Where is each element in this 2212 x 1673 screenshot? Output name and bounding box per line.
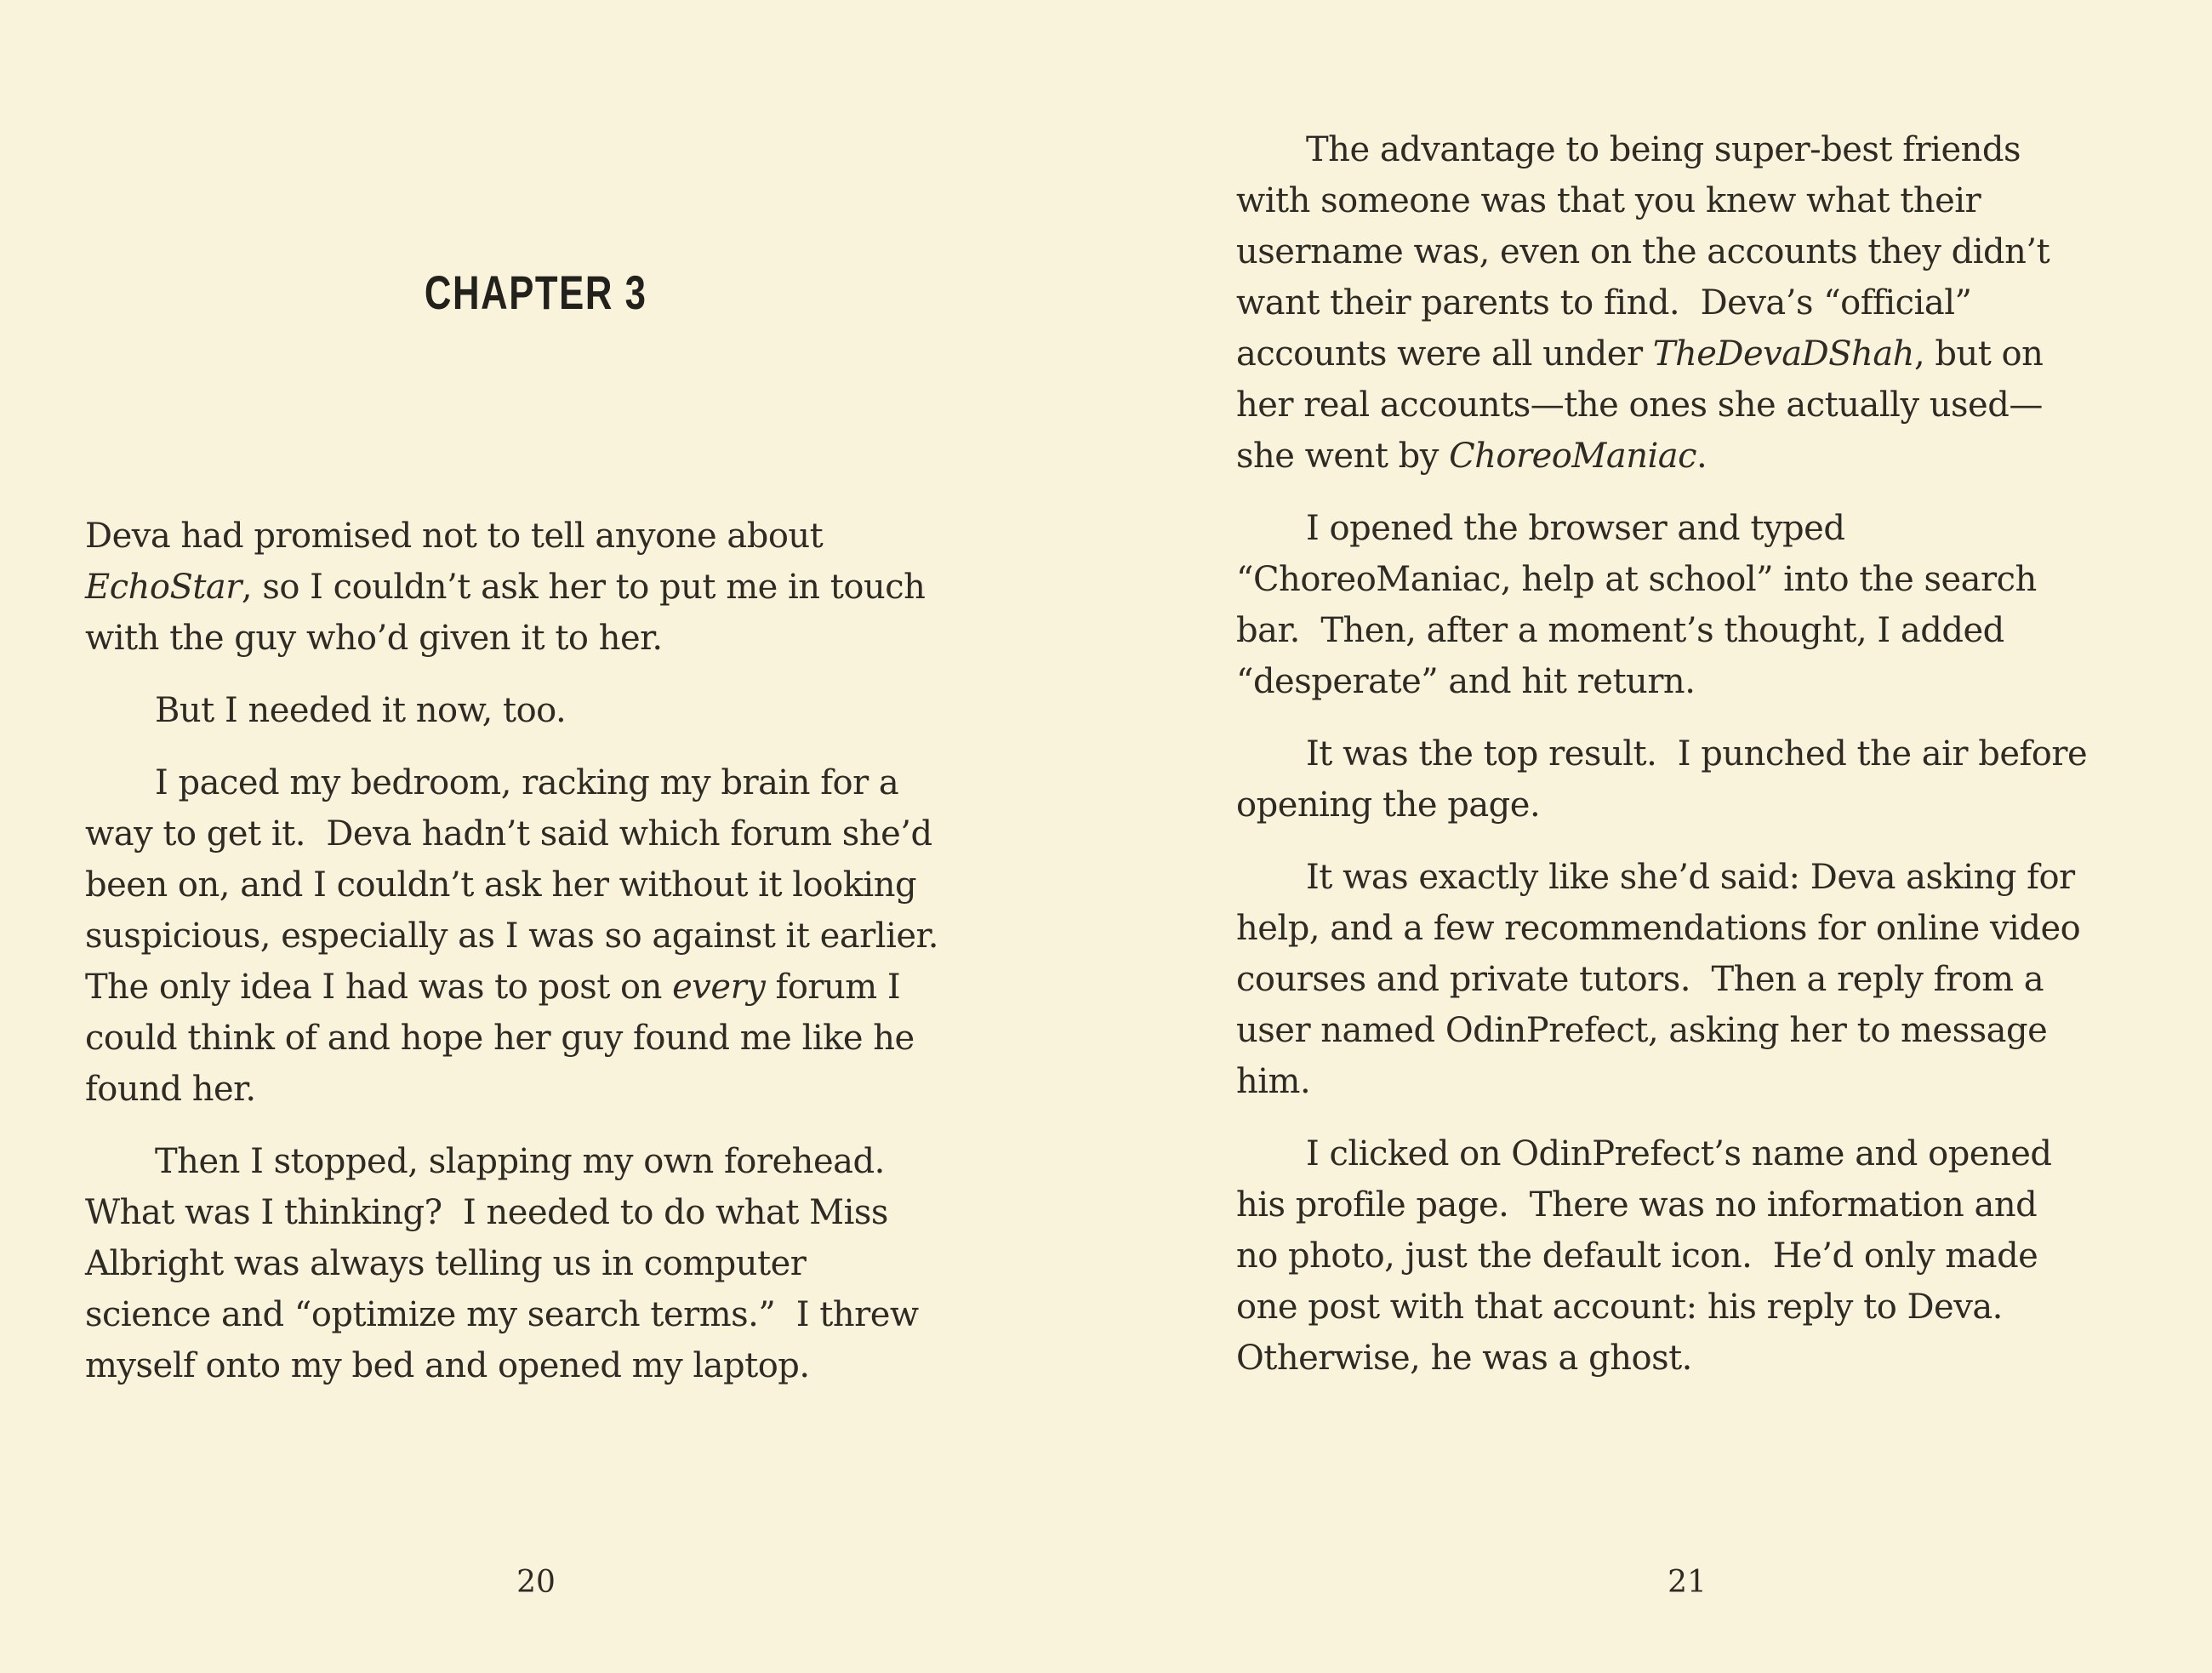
text-segment: help, and a few recommendations for online video [1236,909,2081,948]
text-segment: I opened the browser and typed [1306,509,1845,548]
text-line [85,859,1038,911]
text-line [1236,779,2189,831]
text-segment: But I needed it now, too. [155,691,567,730]
text-line [1236,124,2189,175]
italic-text: every [672,968,766,1007]
right-page-text-block [1236,124,2189,1384]
text-segment: , but on [1913,334,2044,374]
text-segment: courses and private tutors. Then a reply from a [1236,960,2044,999]
text-line [1236,954,2189,1005]
text-line [85,808,1038,859]
left-page-number: 20 [516,1565,556,1600]
paragraph [1236,503,2189,707]
text-segment: she went by [1236,437,1450,476]
text-segment: been on, and I couldn’t ask her without it looking [85,865,917,905]
text-segment: with the guy who’d given it to her. [85,619,663,658]
text-line [1236,728,2189,779]
text-segment: I paced my bedroom, racking my brain for a [155,763,899,802]
text-line [1236,605,2189,656]
text-segment: one post with that account: his reply to Deva. [1236,1288,2003,1327]
text-segment: science and “optimize my search terms.” I threw [85,1295,919,1334]
paragraph [85,511,1038,664]
text-segment: Then I stopped, slapping my own forehead. [155,1142,885,1181]
text-segment: him. [1236,1062,1311,1101]
text-segment: could think of and hope her guy found me like he [85,1019,915,1058]
right-page-number: 21 [1668,1565,1707,1600]
text-line [1236,1128,2189,1179]
text-segment: user named OdinPrefect, asking her to message [1236,1011,2048,1050]
paragraph [85,685,1038,736]
right-page [1106,0,2212,1673]
text-segment: The only idea I had was to post on [85,968,673,1007]
text-segment: no photo, just the default icon. He’d only made [1236,1236,2038,1276]
text-segment: username was, even on the accounts they didn’t [1236,232,2050,271]
text-line [1236,656,2189,707]
text-line [1236,852,2189,903]
text-segment: The advantage to being super-best friends [1306,130,2021,169]
text-segment: opening the page. [1236,785,1541,825]
text-segment: It was the top result. I punched the air before [1306,734,2088,774]
text-segment: suspicious, especially as I was so against it earlier. [85,916,938,956]
text-line [85,1136,1038,1187]
paragraph [85,757,1038,1115]
text-line [1236,277,2189,328]
chapter-heading-text: CHAPTER 3 [425,266,647,319]
chapter-heading [85,266,987,319]
text-segment: forum I [765,968,901,1007]
text-line [85,562,1038,613]
text-segment: It was exactly like she’d said: Deva asking for [1306,858,2075,897]
text-segment: bar. Then, after a moment’s thought, I added [1236,611,2004,650]
text-line [85,1187,1038,1238]
text-segment: her real accounts—the ones she actually used— [1236,385,2043,425]
text-line [85,911,1038,962]
text-segment: Albright was always telling us in computer [85,1244,807,1283]
text-line [85,962,1038,1013]
text-line [1236,1179,2189,1230]
text-line [1236,554,2189,605]
text-line [1236,328,2189,380]
paragraph [85,1136,1038,1391]
text-segment: found her. [85,1070,256,1109]
text-segment: , so I couldn’t ask her to put me in touch [241,568,926,607]
text-segment: . [1696,437,1707,476]
text-line [85,1013,1038,1064]
text-segment: Otherwise, he was a ghost. [1236,1339,1692,1378]
text-segment: What was I thinking? I needed to do what Miss [85,1193,888,1232]
text-segment: Deva had promised not to tell anyone about [85,517,824,556]
text-segment: “desperate” and hit return. [1236,662,1696,701]
text-segment: myself onto my bed and opened my laptop. [85,1346,810,1385]
text-line [85,1289,1038,1340]
paragraph [1236,1128,2189,1384]
text-line [85,685,1038,736]
text-line [85,1064,1038,1115]
italic-text: ChoreoManiac [1449,437,1696,476]
text-segment: I clicked on OdinPrefect’s name and opened [1306,1134,2052,1173]
italic-text: TheDevaDShah [1652,334,1914,374]
text-line [1236,1230,2189,1282]
paragraph [1236,852,2189,1107]
text-line [1236,903,2189,954]
text-segment: “ChoreoManiac, help at school” into the search [1236,560,2037,599]
text-line [1236,380,2189,431]
italic-text: EchoStar [85,568,242,607]
text-segment: his profile page. There was no information and [1236,1185,2038,1225]
text-line [1236,1005,2189,1056]
text-line [1236,503,2189,554]
text-segment: want their parents to find. Deva’s “official” [1236,283,1972,323]
text-line [1236,1056,2189,1107]
text-segment: accounts were all under [1236,334,1653,374]
text-segment: way to get it. Deva hadn’t said which forum she’d [85,814,932,854]
text-line [85,613,1038,664]
text-segment: with someone was that you knew what their [1236,181,1981,220]
text-line [85,1238,1038,1289]
text-line [1236,1333,2189,1384]
paragraph [1236,124,2189,482]
text-line [85,1340,1038,1391]
text-line [1236,1282,2189,1333]
text-line [85,511,1038,562]
text-line [1236,226,2189,277]
text-line [85,757,1038,808]
left-page-text-block [85,511,1038,1391]
text-line [1236,175,2189,226]
text-line [1236,431,2189,482]
paragraph [1236,728,2189,831]
